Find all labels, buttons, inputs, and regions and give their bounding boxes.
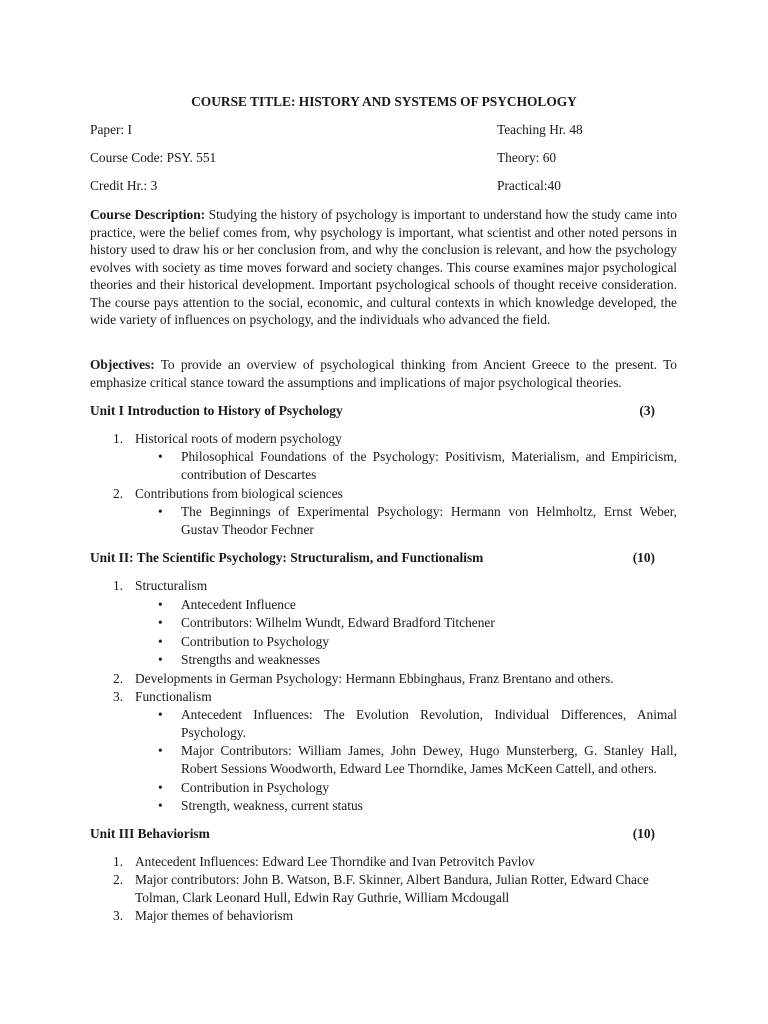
bullet-item: Contributors: Wilhelm Wundt, Edward Bradford Titchener: [181, 615, 495, 630]
bullet-item: Contribution in Psychology: [181, 780, 330, 795]
objectives: [90, 356, 677, 391]
bullet-icon: •: [158, 597, 163, 612]
bullet-item: Strengths and weaknesses: [181, 652, 321, 667]
bullet-icon: •: [158, 780, 163, 795]
list-number: 3.: [113, 908, 124, 923]
bullet-item: Strength, weakness, current status: [181, 798, 363, 813]
bullet-item: Contribution to Psychology: [181, 634, 330, 649]
bullet-item: Antecedent Influence: [181, 597, 296, 612]
bullet-icon: •: [158, 634, 163, 649]
list-item: Antecedent Influences: Edward Lee Thorndike and Ivan Petrovitch Pavlov: [135, 854, 535, 869]
list-item: Historical roots of modern psychology: [135, 431, 342, 446]
practical-marks: Practical:40: [497, 178, 561, 193]
list-number: 1.: [113, 854, 124, 869]
unit-hours: (10): [632, 550, 655, 565]
course-description-label: Course Description:: [90, 207, 206, 222]
bullet-icon: •: [158, 707, 163, 722]
bullet-icon: •: [158, 615, 163, 630]
bullet-icon: •: [158, 504, 163, 519]
list-item: Major themes of behaviorism: [135, 908, 294, 923]
bullet-item: Antecedent Influences: The Evolution Revolution, Individual Differences, Animal Psychology.: [181, 707, 677, 740]
list-number: 2.: [113, 486, 124, 501]
list-number: 2.: [113, 671, 124, 686]
list-item: Developments in German Psychology: Hermann Ebbinghaus, Franz Brentano and others.: [135, 671, 614, 686]
course-description: [90, 206, 677, 329]
bullet-item: The Beginnings of Experimental Psychology: Hermann von Helmholtz, Ernst Weber, Gustav Theodor Fechner: [181, 504, 677, 537]
paper-label: Paper: I: [90, 122, 133, 137]
unit-title: Unit III Behaviorism: [90, 826, 210, 841]
bullet-item: Major Contributors: William James, John Dewey, Hugo Munsterberg, G. Stanley Hall, Robert Sessions Woodworth, Edward Lee Thorndike, James McKeen Cattell, and others.: [181, 743, 677, 776]
list-item: Contributions from biological sciences: [135, 486, 343, 501]
teaching-hours: Teaching Hr. 48: [497, 122, 583, 137]
list-item: Functionalism: [135, 689, 212, 704]
course-code: Course Code: PSY. 551: [90, 150, 217, 165]
bullet-item: Philosophical Foundations of the Psychology: Positivism, Materialism, and Empiricism, contribution of Descartes: [181, 449, 677, 482]
unit-hours: (3): [639, 403, 655, 418]
list-item: Major contributors: John B. Watson, B.F. Skinner, Albert Bandura, Julian Rotter, Edward Chace Tolman, Clark Leonard Hull, Edwin Ray Guthrie, William Mcdougall: [135, 872, 649, 905]
list-number: 2.: [113, 872, 124, 887]
course-title: COURSE TITLE: HISTORY AND SYSTEMS OF PSYCHOLOGY: [191, 94, 577, 109]
list-item: Structuralism: [135, 578, 208, 593]
list-number: 3.: [113, 689, 124, 704]
bullet-icon: •: [158, 652, 163, 667]
course-description-text: Studying the history of psychology is important to understand how the study came into practice, were the belief comes from, why psychology is important, what scientist and other noted persons in history used to draw his or her conclusion from, and why the conclusion is relevant, and how the psychology evolves with society as time moves forward and society changes. This course examines major psychological theories and their historical development. Important psychological schools of thought receive consideration. The course pays attention to the social, economic, and cultural contexts in which knowledge developed, the wide variety of influences on psychology, and the individuals who advanced the field.: [90, 207, 677, 327]
unit-title: Unit I Introduction to History of Psychology: [90, 403, 343, 418]
credit-hours: Credit Hr.: 3: [90, 178, 158, 193]
bullet-icon: •: [158, 743, 163, 758]
list-number: 1.: [113, 578, 124, 593]
theory-marks: Theory: 60: [497, 150, 557, 165]
unit-title: Unit II: The Scientific Psychology: Structuralism, and Functionalism: [90, 550, 484, 565]
objectives-label: Objectives:: [90, 357, 155, 372]
objectives-text: To provide an overview of psychological thinking from Ancient Greece to the present. To emphasize critical stance toward the assumptions and implications of major psychological theories.: [90, 357, 678, 390]
bullet-icon: •: [158, 449, 163, 464]
list-number: 1.: [113, 431, 124, 446]
unit-hours: (10): [632, 826, 655, 841]
bullet-icon: •: [158, 798, 163, 813]
